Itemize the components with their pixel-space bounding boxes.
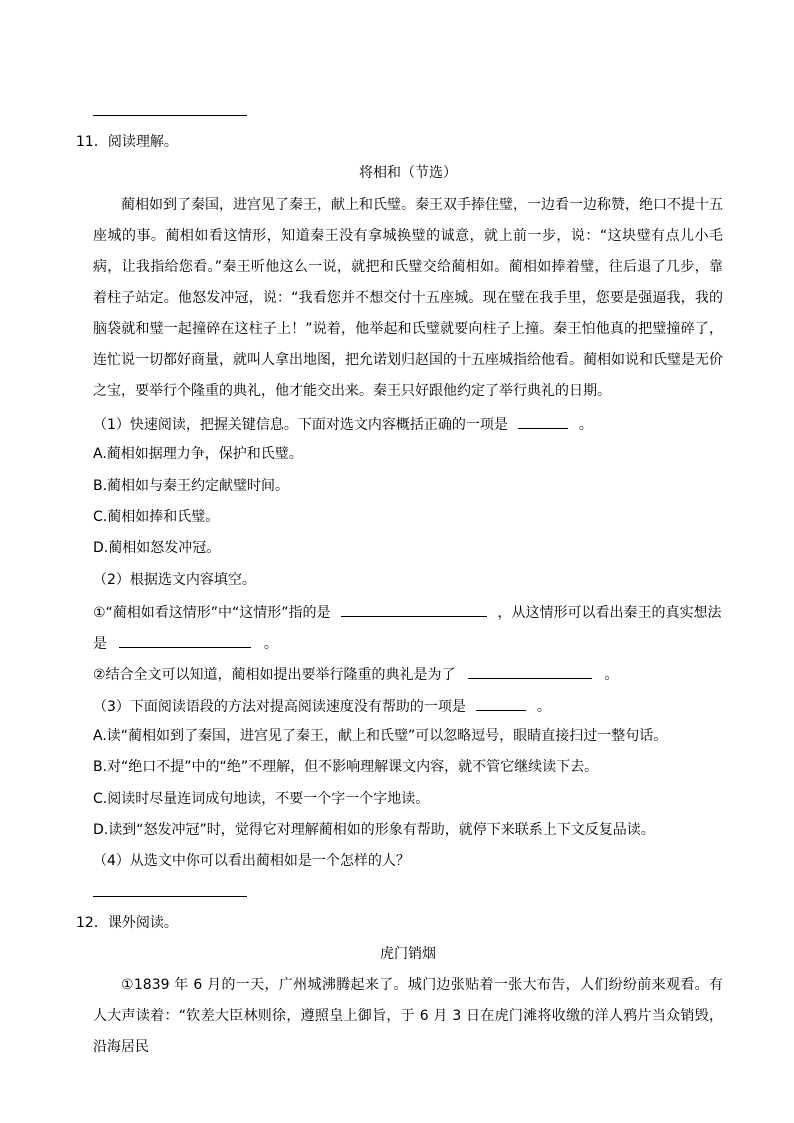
stem-end: 。 bbox=[536, 699, 551, 715]
sub-question-2-item-1 bbox=[93, 602, 721, 622]
item-2-text: ②结合全文可以知道，蔺相如提出要举行隆重的典礼是为了 bbox=[93, 667, 456, 683]
answer-blank[interactable] bbox=[341, 602, 487, 617]
sub-question-2-item-1-cont bbox=[93, 633, 278, 653]
item-1-text-cont: ，从这情形可以看出秦王的真实想法 bbox=[497, 605, 722, 621]
sub-question-4: （4）从选文中你可以看出蔺相如是一个怎样的人？ bbox=[93, 853, 410, 869]
passage-title: 虎门销烟 bbox=[380, 946, 436, 962]
question-12-number: 12．课外阅读。 bbox=[76, 915, 178, 931]
passage-text: 蔺相如到了秦国，进宫见了秦王，献上和氏璧。秦王双手捧住璧，一边看一边称赞，绝口不提十五座城的事。蔺相如看这情形，知道秦王没有拿城换璧的诚意，就上前一步，说：“这块璧有点儿小毛病，让我指给您看。”秦王听他这么一说，就把和氏璧交给蔺相如。蔺相如捧着璧，往后退了几步，靠着柱子站定。他怒发冲冠，说：“我看您并不想交付十五座城。现在璧在我手里，您要是强逼我，我的脑袋就和璧一起撞碎在这柱子上！”说着，他举起和氏璧就要向柱子上撞。秦王怕他真的把璧撞碎了，连忙说一切都好商量，就叫人拿出地图，把允诺划归赵国的十五座城指给他看。蔺相如说和氏璧是无价之宝，要举行个隆重的典礼，他才能交出来。秦王只好跟他约定了举行典礼的日期。 bbox=[93, 197, 723, 399]
passage-title: 将相和（节选） bbox=[359, 165, 457, 181]
item-1-text: ①“蔺相如看这情形”中“这情形”指的是 bbox=[93, 605, 331, 621]
answer-line bbox=[93, 896, 247, 897]
answer-blank[interactable] bbox=[119, 633, 251, 648]
answer-line bbox=[93, 115, 247, 116]
stem-end: 。 bbox=[578, 417, 593, 433]
sub-question-2: （2）根据选文内容填空。 bbox=[93, 572, 256, 588]
option-b: B.蔺相如与秦王约定献璧时间。 bbox=[93, 478, 290, 494]
sub-question-3-stem: （3）下面阅读语段的方法对提高阅读速度没有帮助的一项是 bbox=[93, 699, 466, 715]
option-c: C.蔺相如捧和氏璧。 bbox=[93, 509, 220, 525]
option-a: A.蔺相如据理力争，保护和氏璧。 bbox=[93, 446, 303, 462]
question-11-number: 11．阅读理解。 bbox=[76, 134, 178, 150]
sub-question-2-item-2 bbox=[93, 664, 618, 684]
sub-question-3 bbox=[93, 696, 551, 716]
option-a: A.读“蔺相如到了秦国，进宫见了秦王，献上和氏璧”可以忽略逗号，眼睛直接扫过一整句话。 bbox=[93, 728, 668, 744]
answer-blank[interactable] bbox=[518, 414, 568, 429]
option-d: D.蔺相如怒发冲冠。 bbox=[93, 540, 221, 556]
sub-question-1 bbox=[93, 414, 593, 434]
option-d: D.读到“怒发冲冠”时，觉得它对理解蔺相如的形象有帮助，就停下来联系上下文反复品读。 bbox=[93, 822, 655, 838]
sub-question-1-stem: （1）快速阅读，把握关键信息。下面对选文内容概括正确的一项是 bbox=[93, 417, 508, 433]
option-c: C.阅读时尽量连词成句地读，不要一个字一个字地读。 bbox=[93, 791, 430, 807]
item-1-text-tail: 是 bbox=[93, 636, 107, 652]
option-b: B.对“绝口不提”中的“绝”不理解，但不影响理解课文内容，就不管它继续读下去。 bbox=[93, 759, 599, 775]
answer-blank[interactable] bbox=[468, 664, 592, 679]
item-2-end: 。 bbox=[604, 667, 619, 683]
passage-text: ①1839 年 6 月的一天，广州城沸腾起来了。城门边张贴着一张大布告，人们纷纷前来观看。有人大声读着：“钦差大臣林则徐，遵照皇上御旨，于 6 月 3 日在虎门滩将收缴的洋人鸦片当众销毁，沿海居民 bbox=[93, 977, 723, 1055]
item-1-end: 。 bbox=[263, 636, 278, 652]
answer-blank[interactable] bbox=[476, 696, 526, 711]
